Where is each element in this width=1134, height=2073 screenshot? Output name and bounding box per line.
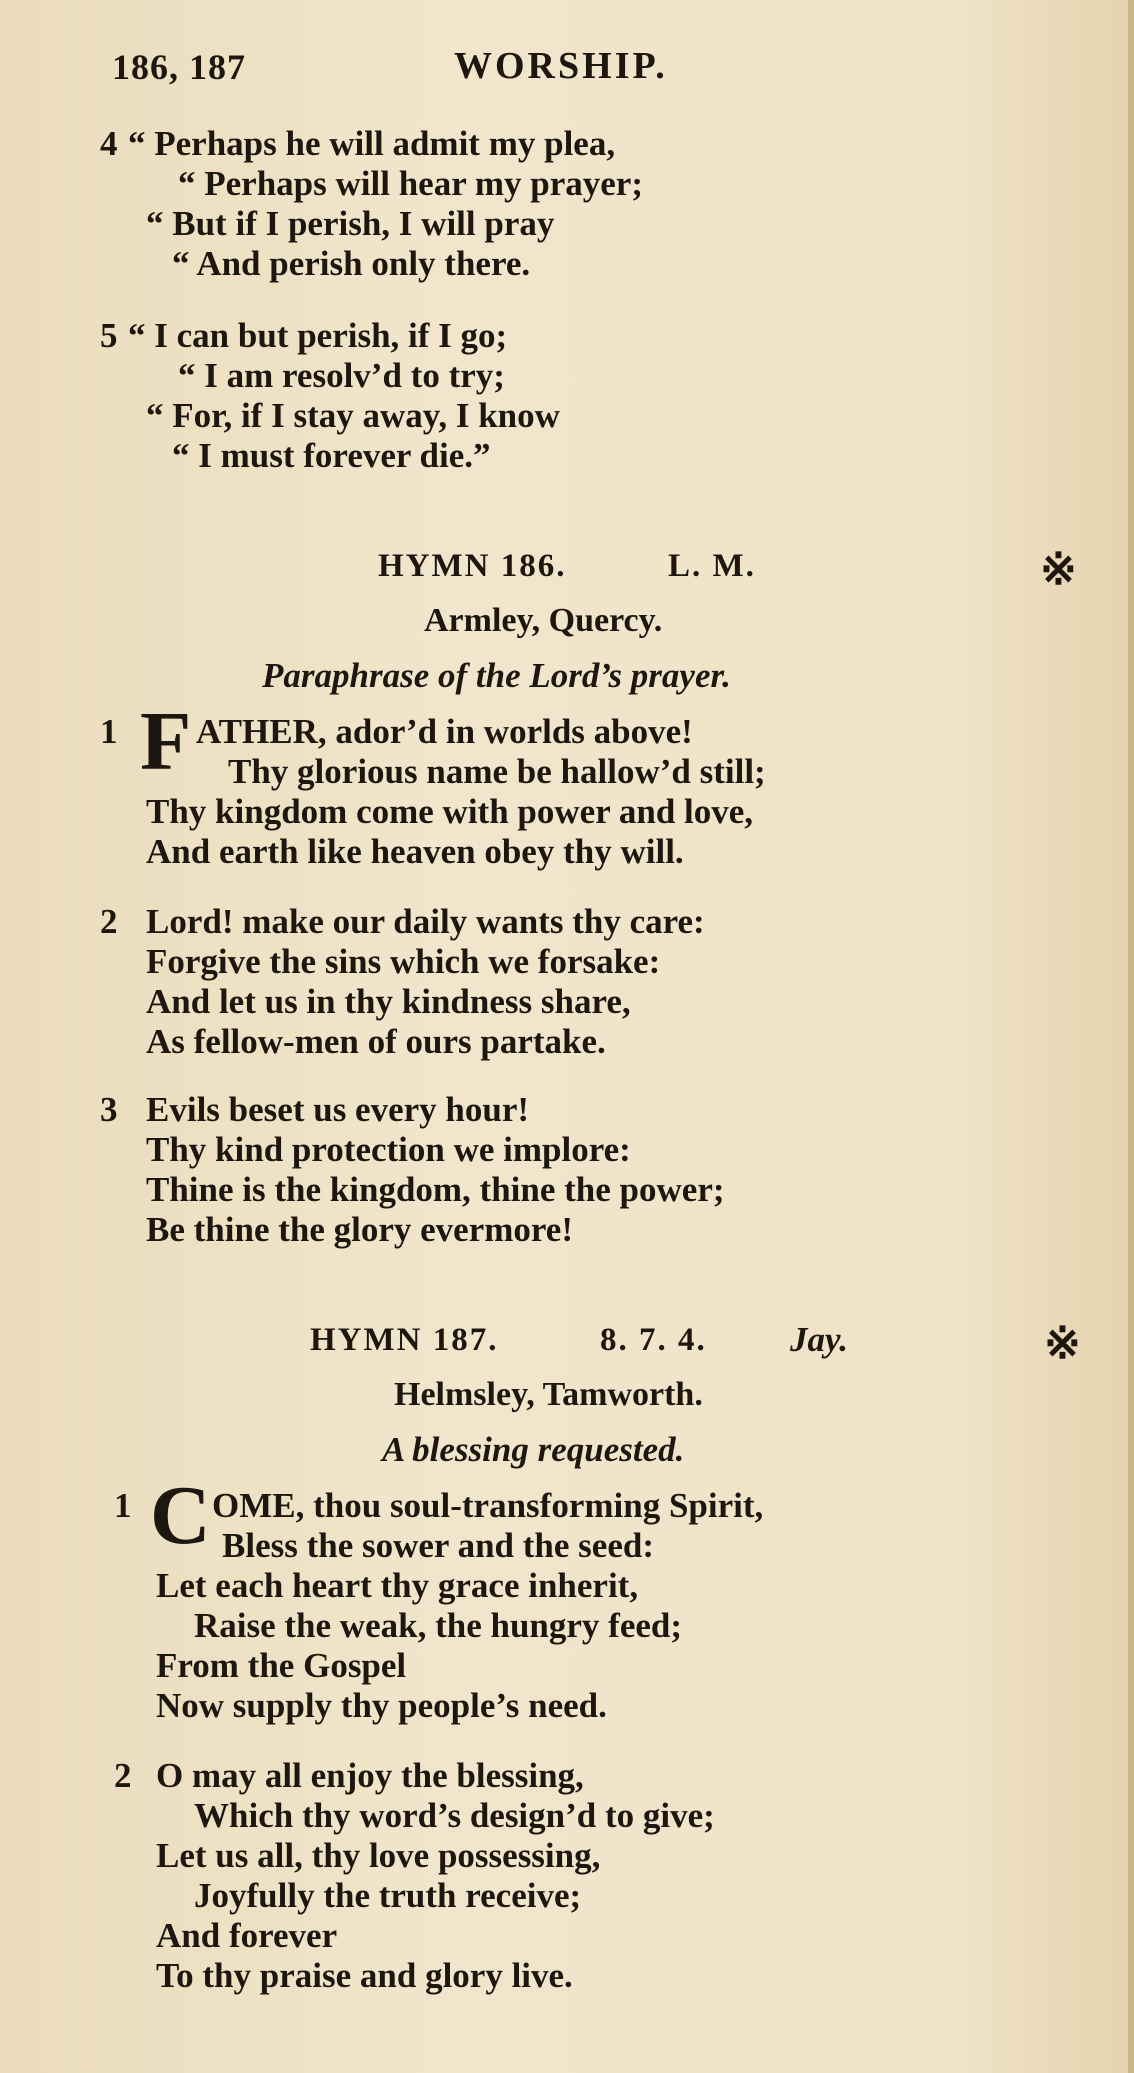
verse-line: Let each heart thy grace inherit, xyxy=(156,1566,639,1605)
verse-line: “ I must forever die.” xyxy=(172,436,491,475)
verse-number: 3 xyxy=(100,1090,118,1129)
hymn-title: HYMN 186. xyxy=(378,548,567,584)
page-numbers: 186, 187 xyxy=(112,47,246,87)
verse-line: As fellow-men of ours partake. xyxy=(146,1022,606,1061)
verse-line: Thy kind protection we implore: xyxy=(146,1130,631,1169)
verse-line: “ But if I perish, I will pray xyxy=(146,204,555,243)
hymn-title: HYMN 187. xyxy=(310,1322,499,1358)
verse-line: Evils beset us every hour! xyxy=(146,1090,530,1129)
verse-line: “ I can but perish, if I go; xyxy=(128,316,508,355)
verse-number: 2 xyxy=(100,902,118,941)
hymn-subject: Paraphrase of the Lord’s prayer. xyxy=(262,656,731,695)
ornament-icon: ※ xyxy=(1044,1319,1081,1368)
verse-line: Now supply thy people’s need. xyxy=(156,1686,607,1725)
verse-line: Lord! make our daily wants thy care: xyxy=(146,902,705,941)
verse-line: “ And perish only there. xyxy=(172,244,531,283)
verse-line: “ Perhaps he will admit my plea, xyxy=(128,124,616,163)
verse-line: Thine is the kingdom, thine the power; xyxy=(146,1170,725,1209)
page-header xyxy=(112,40,1012,90)
verse-line: ATHER, ador’d in worlds above! xyxy=(196,712,693,751)
verse-line: O may all enjoy the blessing, xyxy=(156,1756,584,1795)
drop-cap: F xyxy=(140,695,192,788)
hymn-meter: L. M. xyxy=(668,548,756,584)
verse-number: 5 xyxy=(100,316,118,355)
verse-line: Thy glorious name be hallow’d still; xyxy=(228,752,766,791)
verse-line: To thy praise and glory live. xyxy=(156,1956,573,1995)
verse-line: “ Perhaps will hear my prayer; xyxy=(178,164,643,203)
tune-names: Armley, Quercy. xyxy=(424,602,663,639)
verse-number: 4 xyxy=(100,124,118,163)
verse-line: Forgive the sins which we forsake: xyxy=(146,942,661,981)
verse-line: Bless the sower and the seed: xyxy=(222,1526,654,1565)
page-edge xyxy=(1128,0,1134,2073)
verse-line: Let us all, thy love possessing, xyxy=(156,1836,601,1875)
verse-line: Joyfully the truth receive; xyxy=(194,1876,582,1915)
verse-line: And let us in thy kindness share, xyxy=(146,982,631,1021)
verse-line: Raise the weak, the hungry feed; xyxy=(194,1606,683,1645)
verse-line: And earth like heaven obey thy will. xyxy=(146,832,684,871)
verse-number: 1 xyxy=(100,712,118,751)
verse-line: Which thy word’s design’d to give; xyxy=(194,1796,715,1835)
hymn-subject: A blessing requested. xyxy=(382,1430,685,1469)
verse-line: “ I am resolv’d to try; xyxy=(178,356,505,395)
ornament-icon: ※ xyxy=(1040,545,1077,594)
running-title: WORSHIP. xyxy=(454,45,668,87)
verse-line: Thy kingdom come with power and love, xyxy=(146,792,754,831)
verse-line: OME, thou soul-transforming Spirit, xyxy=(212,1486,764,1525)
verse-line: And forever xyxy=(156,1916,338,1955)
hymn-author: Jay. xyxy=(790,1320,848,1359)
verse-line: From the Gospel xyxy=(156,1646,407,1685)
verse-line: Be thine the glory evermore! xyxy=(146,1210,573,1249)
hymn-meter: 8. 7. 4. xyxy=(600,1322,707,1358)
verse-number: 1 xyxy=(114,1486,132,1525)
verse-number: 2 xyxy=(114,1756,132,1795)
tune-names: Helmsley, Tamworth. xyxy=(394,1376,703,1413)
drop-cap: C xyxy=(150,1469,211,1562)
verse-line: “ For, if I stay away, I know xyxy=(146,396,560,435)
